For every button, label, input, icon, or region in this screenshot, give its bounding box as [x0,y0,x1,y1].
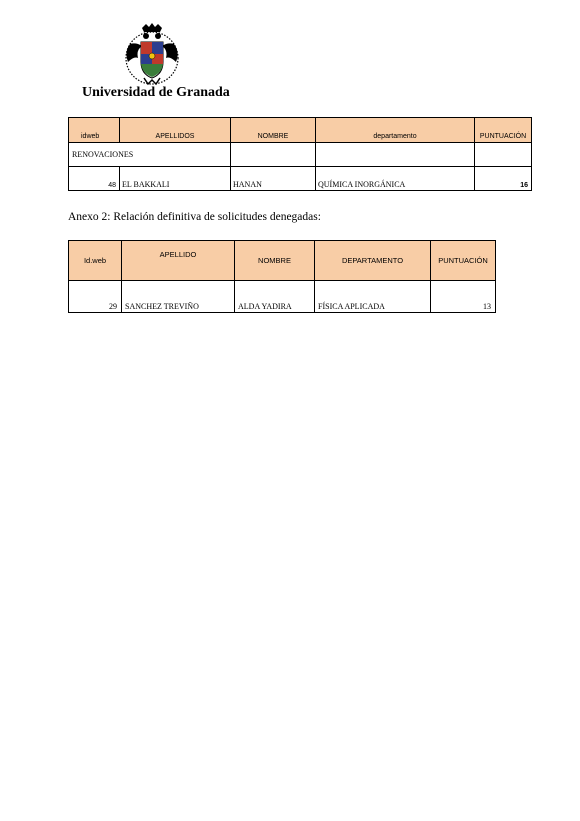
cell-apellido: SANCHEZ TREVIÑO [122,281,235,313]
section-label: RENOVACIONES [69,143,231,167]
column-header-departamento: DEPARTAMENTO [315,241,431,281]
cell-departamento: QUÍMICA INORGÁNICA [316,167,475,191]
column-header-apellidos: APELLIDOS [120,118,231,143]
cell-nombre: HANAN [231,167,316,191]
column-header-departamento: departamento [316,118,475,143]
cell-puntuacion: 13 [431,281,496,313]
denegadas-table [68,240,496,313]
column-header-nombre: NOMBRE [231,118,316,143]
column-header-puntuacion: PUNTUACIÓN [475,118,532,143]
table-header-row [69,241,496,281]
column-header-apellido: APELLIDO [122,241,235,281]
empty-cell [316,143,475,167]
cell-departamento: FÍSICA APLICADA [315,281,431,313]
column-header-idweb: idweb [69,118,120,143]
column-header-nombre: NOMBRE [235,241,315,281]
column-header-puntuacion: PUNTUACIÓN [431,241,496,281]
cell-id: 48 [69,167,120,191]
table-row [69,281,496,313]
section-row [69,143,532,167]
cell-id: 29 [69,281,122,313]
renovaciones-table [68,117,532,191]
cell-apellidos: EL BAKKALI [120,167,231,191]
table-header-row [69,118,532,143]
empty-cell [231,143,316,167]
university-crest-icon [118,22,186,88]
table-row [69,167,532,191]
column-header-id-web: Id.web [69,241,122,281]
cell-nombre: ALDA YADIRA [235,281,315,313]
university-name: Universidad de Granada [82,85,230,100]
annex-title: Anexo 2: Relación definitiva de solicitudes denegadas: [68,211,321,223]
cell-puntuacion: 16 [475,167,532,191]
empty-cell [475,143,532,167]
